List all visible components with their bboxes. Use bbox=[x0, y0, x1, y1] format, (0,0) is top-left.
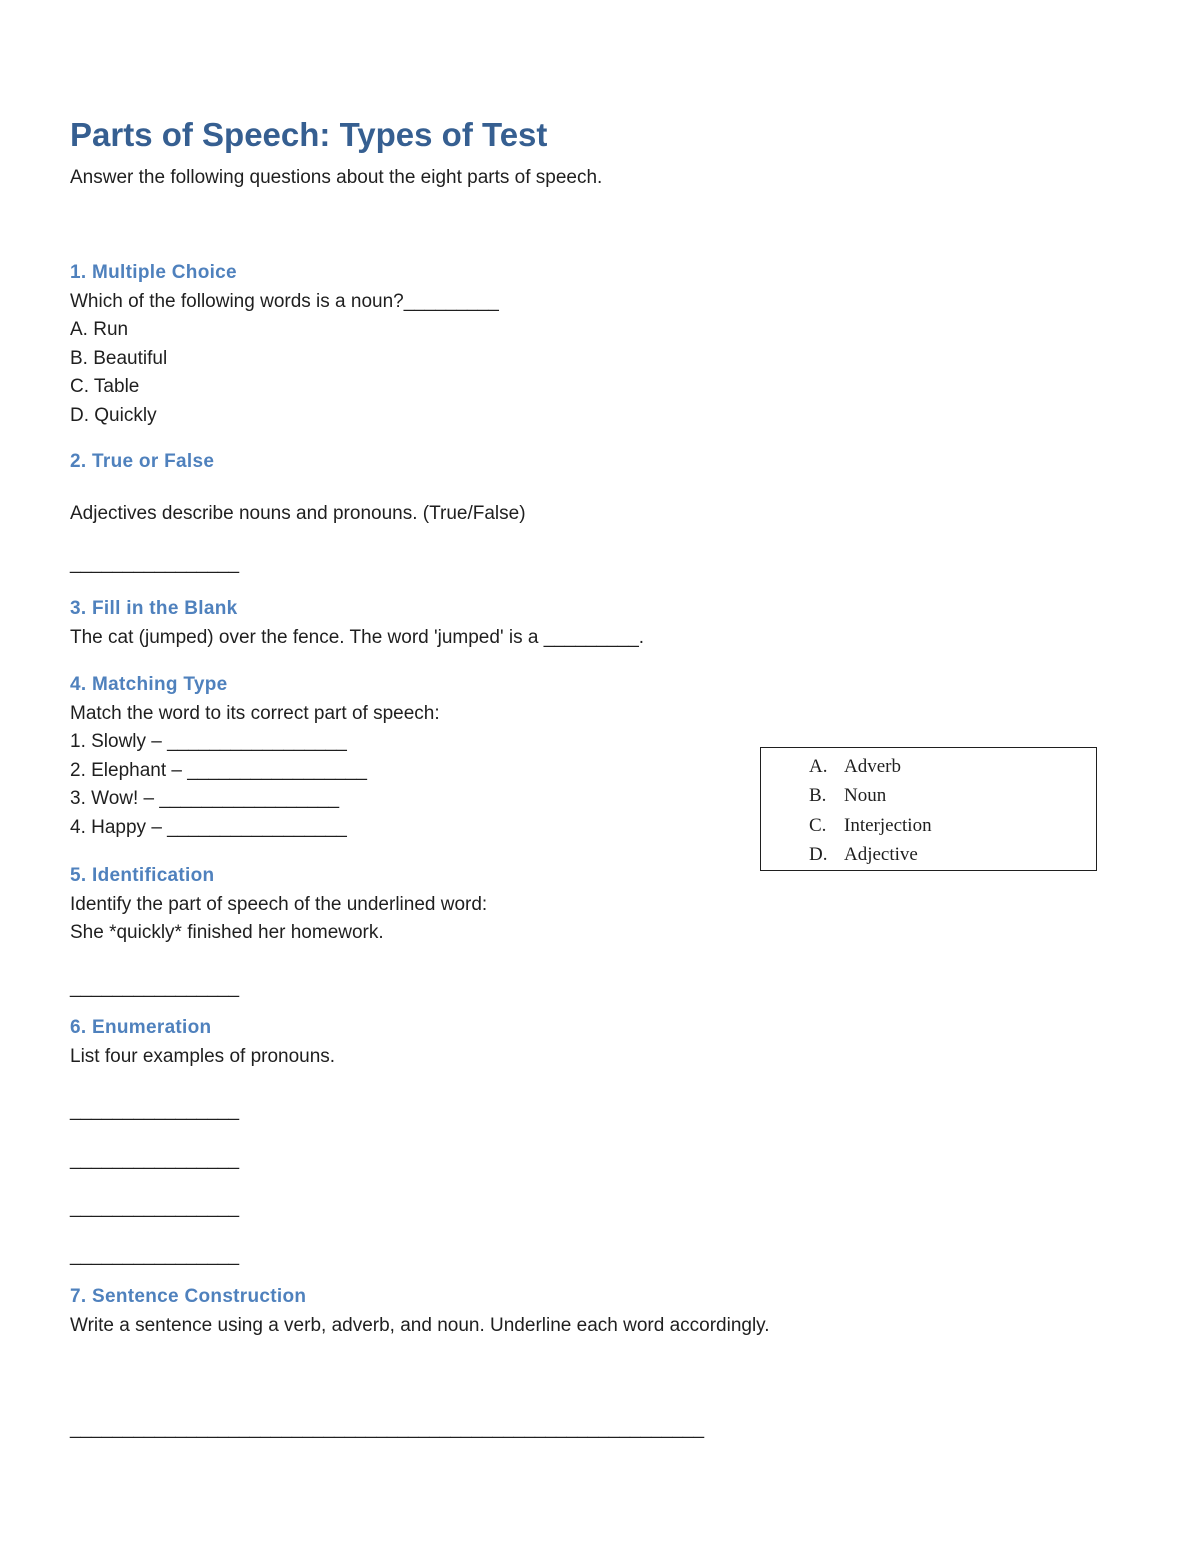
answer-line: ________________ bbox=[70, 1100, 240, 1121]
section-identification bbox=[70, 862, 487, 948]
question-text: Which of the following words is a noun?_________ bbox=[70, 290, 499, 312]
choice-a: A. Run bbox=[70, 319, 129, 340]
sentence-text: She *quickly* finished her homework. bbox=[70, 922, 384, 943]
instruction-text: Identify the part of speech of the underlined word: bbox=[70, 893, 488, 915]
option-b bbox=[809, 785, 886, 807]
option-letter: D. bbox=[809, 844, 828, 865]
section-heading: 6. Enumeration bbox=[70, 1017, 212, 1038]
matching-options-box bbox=[760, 747, 1097, 871]
section-heading: 3. Fill in the Blank bbox=[70, 598, 238, 619]
option-text: Noun bbox=[844, 785, 887, 806]
statement-text: Adjectives describe nouns and pronouns. (True/False) bbox=[70, 503, 526, 524]
section-sentence-construction bbox=[70, 1283, 770, 1340]
answer-blank bbox=[70, 550, 239, 579]
section-heading: 2. True or False bbox=[70, 451, 215, 472]
section-heading: 7. Sentence Construction bbox=[70, 1286, 307, 1307]
section-true-false bbox=[70, 448, 214, 477]
page-title: Parts of Speech: Types of Test bbox=[70, 116, 548, 153]
sentence-text: The cat (jumped) over the fence. The word 'jumped' is a _________. bbox=[70, 626, 645, 648]
option-letter: A. bbox=[809, 756, 828, 777]
option-text: Adverb bbox=[844, 756, 901, 777]
section-matching-type bbox=[70, 671, 440, 842]
answer-blank bbox=[70, 974, 239, 1003]
choice-b: B. Beautiful bbox=[70, 347, 168, 369]
choice-c: C. Table bbox=[70, 376, 140, 397]
option-d bbox=[809, 844, 918, 866]
option-text: Interjection bbox=[844, 815, 932, 836]
section-heading: 5. Identification bbox=[70, 865, 215, 886]
option-a bbox=[809, 756, 901, 778]
option-c bbox=[809, 815, 932, 837]
answer-line: ________________ bbox=[70, 1197, 240, 1218]
answer-line: ________________ bbox=[70, 553, 240, 574]
section-fill-in-the-blank bbox=[70, 595, 644, 652]
answer-blank bbox=[70, 1146, 239, 1175]
instruction-text: Write a sentence using a verb, adverb, and noun. Underline each word accordingly. bbox=[70, 1314, 770, 1336]
match-item: 1. Slowly – _________________ bbox=[70, 731, 347, 752]
true-false-statement bbox=[70, 500, 526, 529]
match-item: 2. Elephant – _________________ bbox=[70, 759, 367, 781]
answer-blank bbox=[70, 1242, 239, 1271]
match-item: 4. Happy – _________________ bbox=[70, 816, 347, 838]
section-heading: 4. Matching Type bbox=[70, 674, 228, 695]
section-multiple-choice bbox=[70, 259, 499, 430]
choice-d: D. Quickly bbox=[70, 404, 157, 426]
answer-line: ________________ bbox=[70, 1149, 240, 1170]
answer-line: ________________ bbox=[70, 977, 240, 998]
instruction-text: Match the word to its correct part of speech: bbox=[70, 702, 440, 724]
option-text: Adjective bbox=[844, 844, 918, 865]
answer-line: ________________ bbox=[70, 1245, 240, 1266]
section-heading: 1. Multiple Choice bbox=[70, 262, 237, 283]
answer-line: ____________________________________________________________ bbox=[70, 1418, 705, 1439]
page-subtitle: Answer the following questions about the eight parts of speech. bbox=[70, 167, 603, 188]
option-letter: B. bbox=[809, 785, 827, 806]
answer-blank bbox=[70, 1194, 239, 1223]
section-enumeration bbox=[70, 1014, 335, 1071]
option-letter: C. bbox=[809, 815, 827, 836]
answer-blank bbox=[70, 1415, 704, 1444]
answer-blank bbox=[70, 1097, 239, 1126]
match-item: 3. Wow! – _________________ bbox=[70, 788, 340, 809]
instruction-text: List four examples of pronouns. bbox=[70, 1045, 336, 1067]
